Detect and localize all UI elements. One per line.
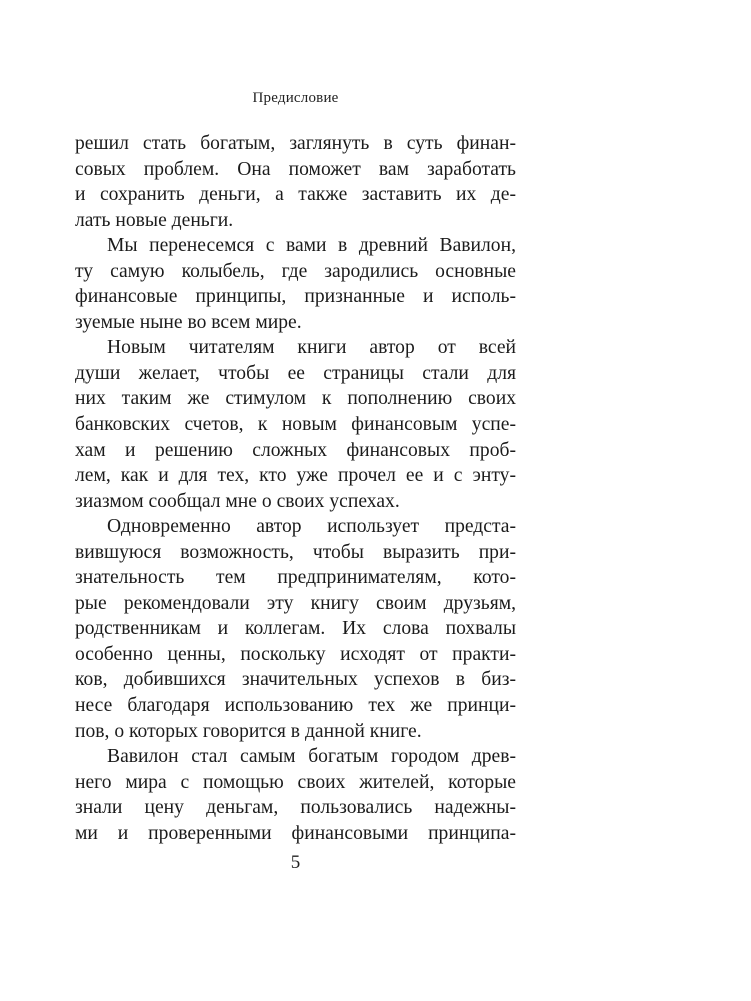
text-line: рые рекомендовали эту книгу своим друзьям, <box>75 592 516 614</box>
text-line: особенно ценны, поскольку исходят от практи- <box>75 643 516 665</box>
body-text <box>75 131 516 846</box>
text-line: несе благодаря использованию тех же принци- <box>75 695 516 717</box>
text-line: хам и решению сложных финансовых проб- <box>75 439 516 461</box>
paragraph <box>75 514 516 744</box>
text-line: ков, добившихся значительных успехов в биз- <box>75 669 516 691</box>
page-number: 5 <box>290 852 301 873</box>
text-line: лать новые деньги. <box>75 209 234 231</box>
text-line: зиазмом сообщал мне о своих успехах. <box>75 490 400 512</box>
text-line: знательность тем предпринимателям, кото- <box>75 567 516 589</box>
text-line: и сохранить деньги, а также заставить их де- <box>75 184 516 206</box>
text-line: него мира с помощью своих жителей, которые <box>75 771 516 793</box>
text-line: финансовые принципы, признанные и исполь- <box>75 286 516 308</box>
text-line: зуемые ныне во всем мире. <box>75 311 302 333</box>
text-line: Новым читателям книги автор от всей <box>107 337 516 359</box>
text-line: души желает, чтобы ее страницы стали для <box>75 362 516 384</box>
text-line: Одновременно автор использует предста- <box>107 516 516 538</box>
text-line: лем, как и для тех, кто уже прочел ее и с энту- <box>75 465 516 487</box>
text-line: знали цену деньгам, пользовались надежны- <box>75 797 516 819</box>
text-line: Мы перенесемся с вами в древний Вавилон, <box>107 235 516 257</box>
paragraph <box>75 233 516 335</box>
text-line: вившуюся возможность, чтобы выразить при- <box>75 541 516 563</box>
running-head: Предисловие <box>252 90 339 106</box>
text-line: решил стать богатым, заглянуть в суть финан- <box>75 133 516 154</box>
text-line: родственникам и коллегам. Их слова похвалы <box>75 618 516 640</box>
paragraph <box>75 744 516 846</box>
paragraph <box>75 131 516 233</box>
text-line: банковских счетов, к новым финансовым успе- <box>75 414 516 436</box>
text-line: ми и проверенными финансовыми принципа- <box>75 822 516 844</box>
text-line: совых проблем. Она поможет вам заработать <box>75 158 516 180</box>
text-line: ту самую колыбель, где зародились основные <box>75 260 516 282</box>
text-line: пов, о которых говорится в данной книге. <box>75 720 422 742</box>
text-line: Вавилон стал самым богатым городом древ- <box>107 746 516 768</box>
paragraph <box>75 335 516 514</box>
text-line: них таким же стимулом к пополнению своих <box>75 388 516 410</box>
